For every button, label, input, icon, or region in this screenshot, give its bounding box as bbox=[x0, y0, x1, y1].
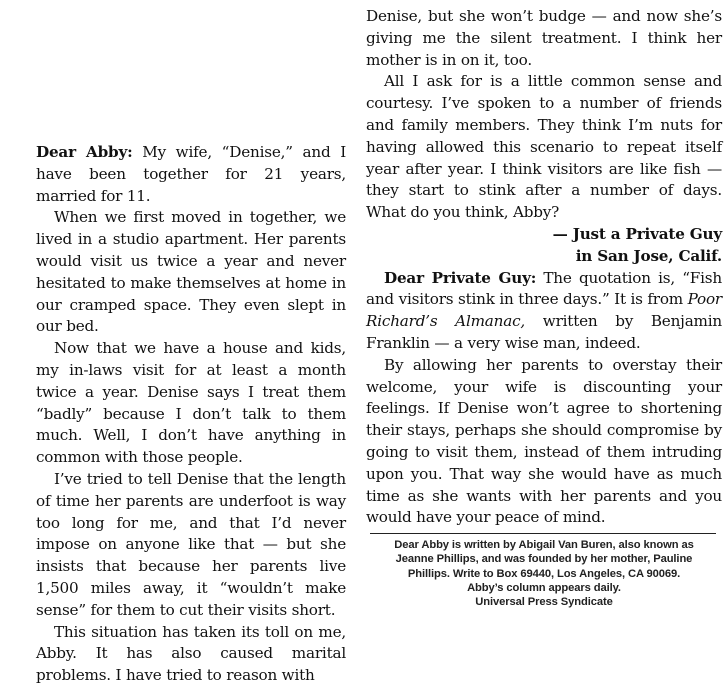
letter-paragraph-1 bbox=[36, 142, 346, 207]
reply-paragraph-1 bbox=[366, 268, 722, 355]
reply-salutation: Dear Private Guy: bbox=[384, 268, 537, 287]
letter-paragraph-1-text: My wife, “Denise,” and I have been together for 21 years, married for 11. bbox=[36, 143, 347, 205]
credit-line-3: Phillips. Write to Box 69440, Los Angeles, CA 90069. bbox=[407, 567, 681, 580]
left-column bbox=[36, 142, 346, 687]
credit-line-4: Abby’s column appears daily. bbox=[467, 581, 621, 594]
letter-paragraph-5: This situation has taken its toll on me, Abby. It has also caused marital problems. I have tried to reason with bbox=[36, 622, 346, 685]
credit-line-1: Dear Abby is written by Abigail Van Buren, also known as bbox=[394, 539, 694, 552]
letter-paragraph-3: Now that we have a house and kids, my in-laws visit for at least a month twice a year. Denise says I treat them “badly” because I don’t talk to them much. Well, I don’t have anything in common with those people. bbox=[36, 339, 346, 467]
column-credit bbox=[366, 538, 722, 609]
letter-paragraph-2: When we first moved in together, we lived in a studio apartment. Her parents would visit us twice a year and never hesitated to make themselves at home in our cramped space. They even slept in our bed. bbox=[36, 208, 346, 336]
reply-book-title: Poor Richard’s Almanac, bbox=[366, 290, 722, 331]
credit-line-5: Universal Press Syndicate bbox=[475, 595, 613, 608]
divider bbox=[370, 533, 716, 534]
reply-paragraph-1-text-a: The quotation is, “Fish and visitors stink in three days.” It is from bbox=[366, 268, 722, 309]
signoff-line-1: — Just a Private Guy bbox=[552, 224, 722, 243]
right-column bbox=[366, 6, 722, 609]
reply-paragraph-2: By allowing her parents to overstay their welcome, your wife is discounting your feelings. If Denise won’t agree to shortening their stays, perhaps she should compromise by going to visit them, instead of them intruding upon you. That way she would have as much time as she wants with her parents and you would have your peace of mind. bbox=[366, 355, 722, 527]
credit-line-2: Jeanne Phillips, and was founded by her mother, Pauline bbox=[395, 553, 693, 566]
letter-salutation: Dear Abby: bbox=[36, 143, 133, 161]
letter-paragraph-6: All I ask for is a little common sense and courtesy. I’ve spoken to a number of friends and family members. They think I’m nuts for having allowed this scenario to repeat itself year after year. I think visitors are like fish — they start to stink after a number of days. What do you think, Abby? bbox=[366, 72, 722, 222]
signoff-line-2: in San Jose, Calif. bbox=[575, 246, 722, 265]
letter-signoff bbox=[366, 224, 722, 268]
letter-paragraph-4: I’ve tried to tell Denise that the length of time her parents are underfoot is way too long for me, and that I’d never impose on anyone like that — but she insists that because her parents live 1,500 miles away, it “wouldn’t make sense” for them to cut their visits short. bbox=[36, 469, 346, 619]
reply-paragraph-1-text-b: written by Benjamin Franklin — a very wise man, indeed. bbox=[366, 312, 722, 352]
letter-paragraph-5-continued: Denise, but she won’t budge — and now she’s giving me the silent treatment. I think her mother is in on it, too. bbox=[366, 7, 722, 69]
